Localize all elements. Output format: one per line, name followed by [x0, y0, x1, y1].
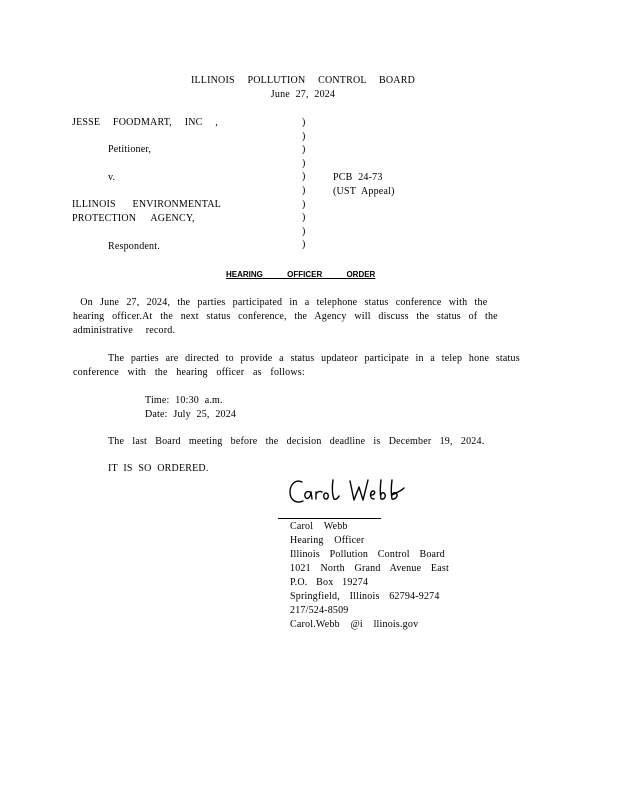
paren-mark: )	[302, 144, 306, 156]
paren-mark: )	[302, 185, 306, 196]
hearing-date: Date: July 25, 2024	[145, 409, 237, 420]
case-number: PCB 24-73	[333, 172, 383, 183]
paragraph-1-line-3: administrative record.	[73, 325, 176, 336]
signer-address-line-2: P.O. Box 19274	[290, 577, 369, 588]
paragraph-1-line-2: hearing officer.At the next status conference, the Agency will discuss the status of the	[73, 311, 498, 322]
paren-mark: )	[302, 157, 306, 169]
paren-mark: )	[302, 117, 306, 128]
petitioner-name: JESSE FOODMART, INC ,	[72, 117, 218, 128]
signer-organization: Illinois Pollution Control Board	[290, 549, 445, 560]
order-title: HEARING OFFICER ORDER	[226, 270, 376, 279]
signer-address-line-1: 1021 North Grand Avenue East	[290, 563, 449, 574]
signer-title: Hearing Officer	[290, 535, 365, 546]
paren-mark: )	[302, 212, 306, 224]
signer-email: Carol.Webb @i llinois.gov	[290, 619, 419, 630]
case-type: (UST Appeal)	[333, 186, 395, 197]
respondent-name-line2: PROTECTION AGENCY,	[72, 213, 195, 224]
respondent-role: Respondent.	[108, 241, 160, 252]
respondent-name-line1: ILLINOIS ENVIRONMENTAL	[72, 199, 221, 210]
signature-line	[278, 518, 381, 519]
paragraph-1-line-1: On June 27, 2024, the parties participated in a telephone status conference with the	[73, 297, 488, 308]
signer-name: Carol Webb	[290, 521, 348, 532]
petitioner-role: Petitioner,	[108, 144, 152, 155]
closing-statement: IT IS SO ORDERED.	[108, 463, 209, 474]
paren-mark: )	[302, 171, 306, 183]
versus-label: v.	[108, 172, 116, 183]
paragraph-2-line-1: The parties are directed to provide a status updateor participate in a telep hone status	[108, 353, 520, 364]
paragraph-3: The last Board meeting before the decision deadline is December 19, 2024.	[108, 436, 485, 447]
document-date: June 27, 2024	[270, 89, 336, 100]
board-title: ILLINOIS POLLUTION CONTROL BOARD	[190, 75, 416, 86]
hearing-time: Time: 10:30 a.m.	[145, 395, 223, 406]
paren-mark: )	[302, 130, 306, 142]
handwritten-signature	[288, 476, 413, 508]
paren-mark: )	[302, 239, 306, 251]
paren-mark: )	[302, 198, 306, 210]
paren-mark: )	[302, 225, 306, 237]
signer-address-line-3: Springfield, Illinois 62794-9274	[290, 591, 440, 602]
signer-phone: 217/524-8509	[290, 605, 349, 616]
paragraph-2-line-2: conference with the hearing officer as follows:	[73, 367, 305, 378]
